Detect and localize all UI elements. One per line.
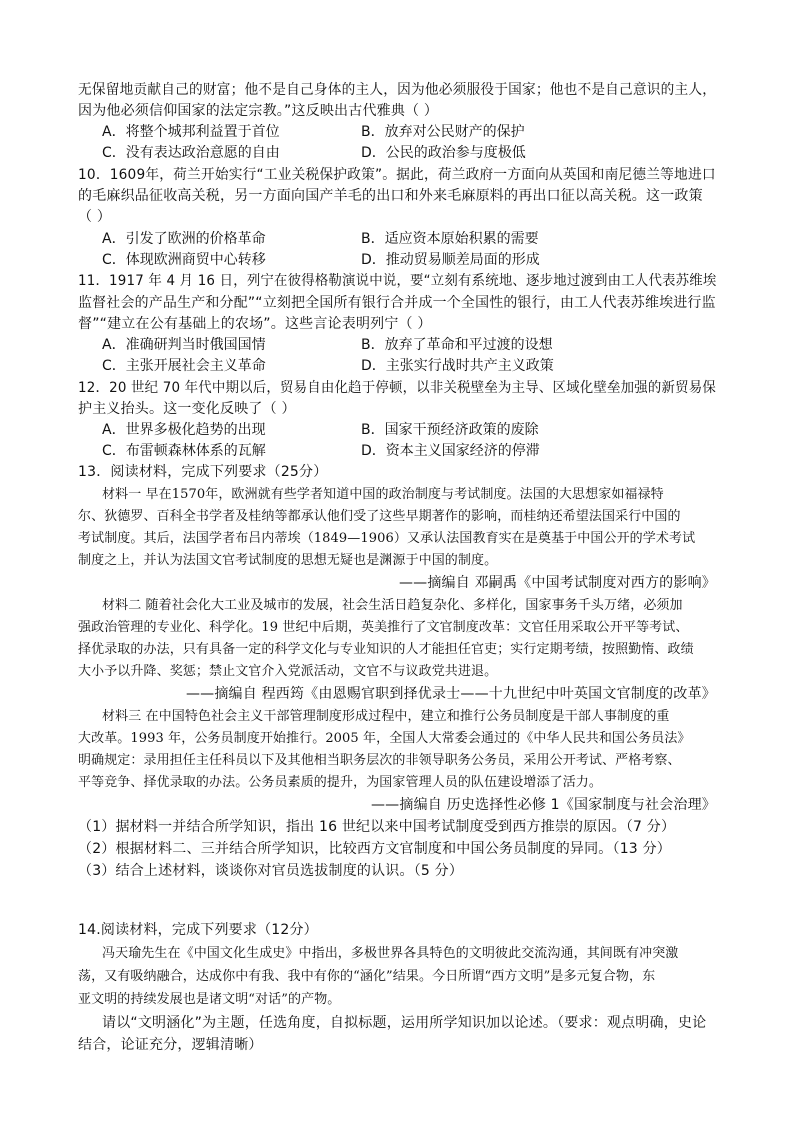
- q11-option-a[interactable]: A．准确研判当时俄国国情: [102, 337, 266, 353]
- q12-option-c[interactable]: C．布雷顿森林体系的瓦解: [102, 443, 266, 459]
- q14-title: 14.阅读材料，完成下列要求（12分）: [78, 922, 318, 938]
- q13-material-2-line2: 强政治管理的专业化、科学化。19 世纪中后期，英美推行了文官制度改革：文官任用采取公开平等考试、: [78, 620, 689, 635]
- q14-task-line2: 结合，论证充分，逻辑清晰）: [78, 1037, 263, 1053]
- q14-material-line2: 荡，又有吸纳融合，达成你中有我、我中有你的“涵化”结果。今日所谓“西方文明”是多元复合物，东: [78, 969, 656, 984]
- q13-material-2-line3: 择优录取的办法，只有具备一定的科学文化与专业知识的人才能担任官吏；实行定期考绩，按照勤惰、政绩: [78, 642, 694, 657]
- q10-stem-line3: （ ）: [78, 209, 112, 225]
- q13-material-1-source: ——摘编自 邓嗣禹《中国考试制度对西方的影响》: [398, 575, 716, 591]
- q9-option-b[interactable]: B．放弃对公民财产的保护: [361, 124, 525, 140]
- q13-material-1-line2: 尔、狄德罗、百科全书学者及桂纳等都承认他们受了这些早期著作的影响，而桂纳还希望法国采行中国的: [78, 509, 681, 524]
- q13-material-1-line4: 制度之上，并认为法国文官考试制度的思想无疑也是渊源于中国的制度。: [78, 553, 498, 568]
- q13-material-1-line3: 考试制度。其后，法国学者布吕内蒂埃（1849—1906）又承认法国教育实在是奠基于中国公开的学术考试: [78, 531, 696, 546]
- q12-stem-line2: 护主义抬头。这一变化反映了（ ）: [78, 401, 296, 417]
- q14-material-line1: 冯天瑜先生在《中国文化生成史》中指出，多极世界各具特色的文明彼此交流沟通，其间既有冲突激: [102, 946, 679, 961]
- q9-stem-line2: 因为他必须信仰国家的法定宗教。”这反映出古代雅典（ ）: [78, 103, 439, 119]
- q12-option-b[interactable]: B．国家干预经济政策的废除: [361, 422, 539, 438]
- q11-stem-line3: 督”“建立在公有基础上的农场”。这些言论表明列宁（ ）: [78, 316, 432, 332]
- q13-material-3-source: ——摘编自 历史选择性必修 1《国家制度与社会治理》: [370, 797, 716, 813]
- q13-material-1-line1: 材料一 早在1570年，欧洲就有些学者知道中国的政治制度与考试制度。法国的大思想家如福禄特: [102, 487, 664, 502]
- q13-requirement-1: （1）据材料一并结合所学知识，指出 16 世纪以来中国考试制度受到西方推崇的原因。（7 分）: [78, 819, 676, 835]
- q12-stem-line1: 12．20 世纪 70 年代中期以后，贸易自由化趋于停顿，以非关税壁垒为主导、区域化壁垒加强的新贸易保: [78, 380, 717, 396]
- q9-option-c[interactable]: C．没有表达政治意愿的自由: [102, 145, 280, 161]
- q12-option-a[interactable]: A．世界多极化趋势的出现: [102, 422, 266, 438]
- q13-material-3-line2: 大改革。1993 年，公务员制度开始推行。2005 年，全国人大常委会通过的《中华人民共和国公务员法》: [78, 731, 691, 746]
- q13-material-2-line1: 材料二 随着社会化大工业及城市的发展，社会生活日趋复杂化、多样化，国家事务千头万绪，必须加: [102, 598, 683, 613]
- q11-option-d[interactable]: D．主张实行战时共产主义政策: [361, 358, 554, 374]
- q11-stem-line1: 11．1917 年 4 月 16 日，列宁在彼得格勒演说中说，要“立刻有系统地、逐步地过渡到由工人代表苏维埃: [78, 273, 717, 289]
- q12-option-d[interactable]: D．资本主义国家经济的停滞: [361, 443, 540, 459]
- q13-requirement-3: （3）结合上述材料，谈谈你对官员选拔制度的认识。（5 分）: [78, 863, 464, 879]
- q9-option-a[interactable]: A．将整个城邦利益置于首位: [102, 124, 280, 140]
- q10-stem-line2: 的毛麻织品征收高关税，另一方面向国产羊毛的出口和外来毛麻原料的再出口征以高关税。这一政策: [78, 188, 703, 204]
- q13-requirement-2: （2）根据材料二、三并结合所学知识，比较西方文官制度和中国公务员制度的异同。（13 分）: [78, 841, 671, 857]
- q13-material-3-line3: 明确规定：录用担任主任科员以下及其他相当职务层次的非领导职务公务员，采用公开考试、严格考察、: [78, 753, 681, 768]
- q13-material-2-line4: 大小予以升降、奖惩；禁止文官介入党派活动，文官不与议政党共进退。: [78, 664, 498, 679]
- q13-title: 13．阅读材料，完成下列要求（25分）: [78, 464, 328, 480]
- q11-stem-line2: 监督社会的产品生产和分配”“立刻把全国所有银行合并成一个全国性的银行，由工人代表苏维埃进行监: [78, 295, 716, 311]
- q10-option-d[interactable]: D．推动贸易顺差局面的形成: [361, 252, 540, 268]
- q14-task-line1: 请以“文明涵化”为主题，任选角度，自拟标题，运用所学知识加以论述。（要求：观点明确，史论: [102, 1015, 707, 1031]
- q10-stem-line1: 10．1609年，荷兰开始实行“工业关税保护政策”。据此，荷兰政府一方面向从英国和南尼德兰等地进口: [78, 167, 716, 183]
- q13-material-2-source: ——摘编自 程西筠《由恩赐官职到择优录士——十九世纪中叶英国文官制度的改革》: [185, 686, 716, 702]
- q9-stem-line1: 无保留地贡献自己的财富；他不是自己身体的主人，因为他必须服役于国家；他也不是自己意识的主人，: [78, 82, 717, 98]
- q14-material-line3: 亚文明的持续发展也是诸文明“对话”的产物。: [78, 992, 341, 1007]
- q10-option-a[interactable]: A．引发了欧洲的价格革命: [102, 231, 266, 247]
- q11-option-b[interactable]: B．放弃了革命和平过渡的设想: [361, 337, 553, 353]
- q9-option-d[interactable]: D．公民的政治参与度极低: [361, 145, 526, 161]
- q13-material-3-line1: 材料三 在中国特色社会主义干部管理制度形成过程中，建立和推行公务员制度是干部人事制度的重: [102, 709, 670, 724]
- q10-option-c[interactable]: C．体现欧洲商贸中心转移: [102, 252, 266, 268]
- q11-option-c[interactable]: C．主张开展社会主义革命: [102, 358, 266, 374]
- q13-material-3-line4: 平等竞争、择优录取的办法。公务员素质的提升，为国家管理人员的队伍建设增添了活力。: [78, 775, 603, 790]
- q10-option-b[interactable]: B．适应资本原始积累的需要: [361, 231, 539, 247]
